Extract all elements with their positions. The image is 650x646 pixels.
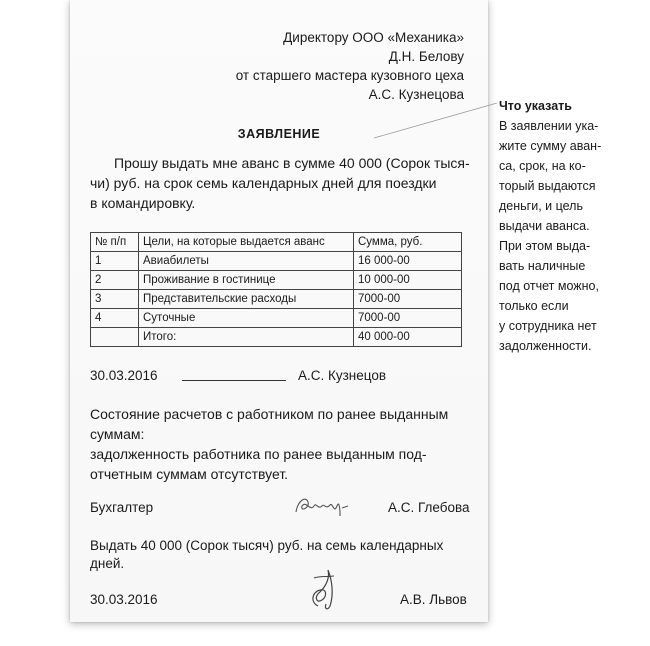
table-cell: 2: [91, 271, 139, 290]
table-cell: 10 000-00: [354, 271, 462, 290]
annotation-line: под отчет можно,: [499, 279, 599, 293]
approval-date: 30.03.2016: [90, 592, 158, 607]
callout-line: [374, 103, 497, 138]
request-line-3: в командировку.: [90, 195, 196, 211]
settlement-line-2: суммам:: [90, 426, 145, 442]
annotation-box: [499, 96, 601, 356]
table-header-cell: № п/п: [91, 233, 139, 252]
accountant-name: А.С. Глебова: [388, 500, 470, 515]
request-line-2: чи) руб. на срок семь календарных дней для поездки: [90, 175, 437, 191]
header-from: от старшего мастера кузовного цеха: [235, 68, 464, 83]
annotation-line: только если: [499, 299, 569, 313]
settlement-line-4: отчетным суммам отсутствует.: [90, 466, 289, 482]
annotation-title: Что указать: [499, 99, 572, 113]
application-date: 30.03.2016: [90, 368, 158, 383]
settlement-line-1: Состояние расчетов с работником по ранее выданным: [90, 406, 449, 422]
annotation-line: задолженности.: [499, 339, 592, 353]
table-cell: 4: [91, 309, 139, 328]
table-cell: 7000-00: [354, 290, 462, 309]
annotation-line: При этом выда-: [499, 239, 591, 253]
annotation-line: В заявлении ука-: [499, 119, 599, 133]
annotation-line: у сотрудника нет: [499, 319, 597, 333]
annotation-line: торый выдаются: [499, 179, 596, 193]
annotation-line: са, срок, на ко-: [499, 159, 586, 173]
header-director-name: Д.Н. Белову: [388, 49, 464, 64]
header-addressee: Директору ООО «Механика»: [283, 30, 464, 45]
document-title: ЗАЯВЛЕНИЕ: [237, 127, 321, 141]
applicant-name: А.С. Кузнецов: [298, 368, 387, 383]
table-total-label: Итого:: [139, 328, 354, 347]
annotation-line: жите сумму аван-: [499, 139, 602, 153]
table-cell: 16 000-00: [354, 252, 462, 271]
settlement-line-3: задолженность работника по ранее выданным под-: [90, 446, 427, 462]
annotation-line: вать наличные: [499, 259, 586, 273]
table-cell: Авиабилеты: [139, 252, 354, 271]
table-total-value: 40 000-00: [354, 328, 462, 347]
annotation-line: деньги, и цель: [499, 199, 583, 213]
header-applicant: А.С. Кузнецова: [368, 87, 464, 102]
table-cell: Суточные: [139, 309, 354, 328]
table-cell: 7000-00: [354, 309, 462, 328]
accountant-role: Бухгалтер: [90, 500, 154, 515]
request-line-1: Прошу выдать мне аванс в сумме 40 000 (Сорок тыся-: [114, 155, 470, 171]
table-cell: 1: [91, 252, 139, 271]
table-cell: Проживание в гостинице: [139, 271, 354, 290]
table-header-cell: Цели, на которые выдается аванс: [139, 233, 354, 252]
table-header-cell: Сумма, руб.: [354, 233, 462, 252]
director-name: А.В. Львов: [400, 592, 467, 607]
annotation-line: выдачи аванса.: [499, 219, 590, 233]
approval-line-2: дней.: [90, 556, 125, 571]
table-cell: Представительские расходы: [139, 290, 354, 309]
table-cell: 3: [91, 290, 139, 309]
approval-line-1: Выдать 40 000 (Сорок тысяч) руб. на семь календарных: [90, 538, 444, 553]
